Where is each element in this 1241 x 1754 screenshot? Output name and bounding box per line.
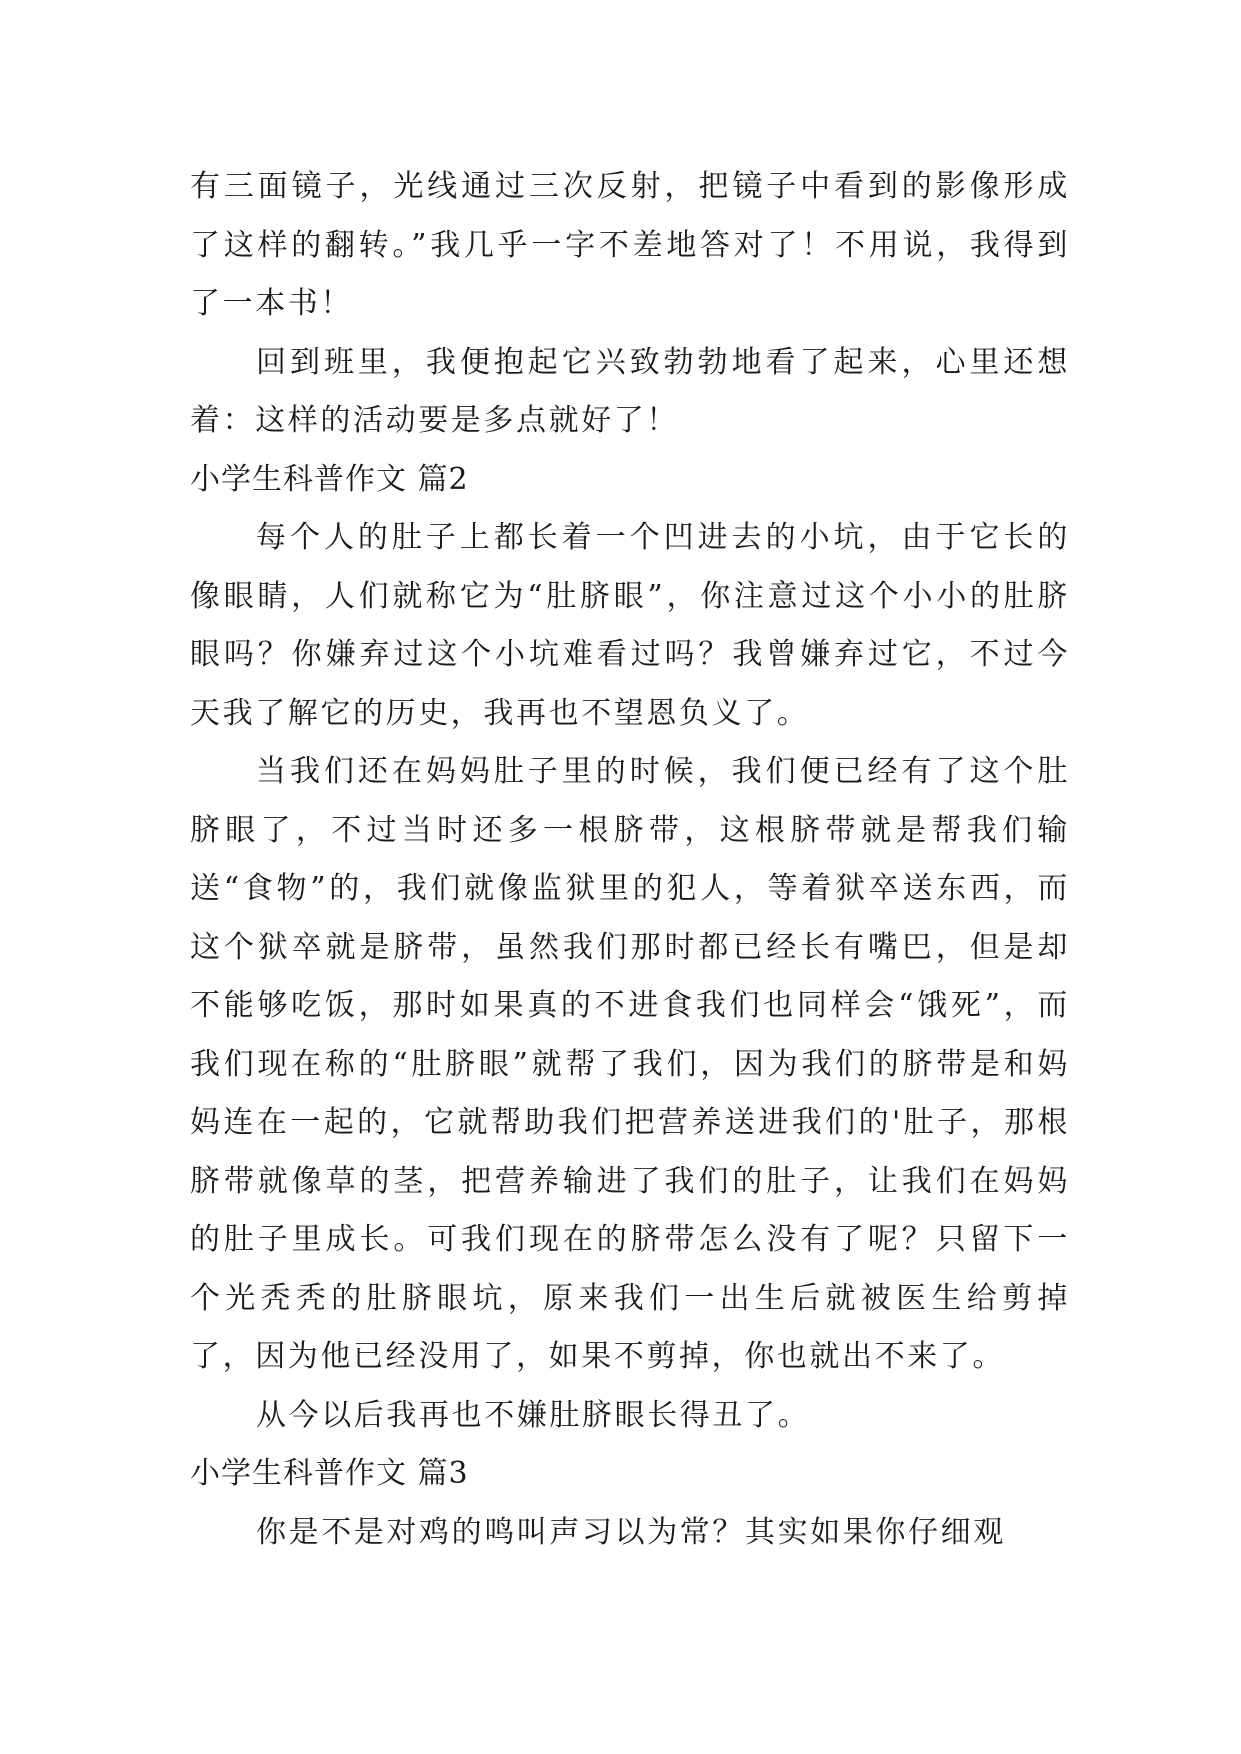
paragraph-6: 你是不是对鸡的鸣叫声习以为常？其实如果你仔细观 (256, 1514, 1006, 1550)
section-heading-3: 小学生科普作文 篇3 (190, 1456, 469, 1491)
paragraph-3: 每个人的肚子上都长着一个凹进去的小坑，由于它长的像眼睛，人们就称它为“肚脐眼”，你注意过这个小小的肚脐眼吗？你嫌弃过这个小坑难看过吗？我曾嫌弃过它，不过今天我了解它的历史，我再也不望恩负义了。 (190, 520, 1070, 731)
paragraph-2: 回到班里，我便抱起它兴致勃勃地看了起来，心里还想着：这样的活动要是多点就好了！ (190, 344, 1070, 438)
section-heading-2: 小学生科普作文 篇2 (190, 461, 469, 497)
document-body (190, 158, 1070, 1562)
paragraph-5: 从今以后我再也不嫌肚脐眼长得丑了。 (256, 1397, 811, 1433)
paragraph-4: 当我们还在妈妈肚子里的时候，我们便已经有了这个肚脐眼了，不过当时还多一根脐带，这根脐带就是帮我们输送“食物”的，我们就像监狱里的犯人，等着狱卒送东西，而这个狱卒就是脐带，虽然我们那时都已经长有嘴巴，但是却不能够吃饭，那时如果真的不进食我们也同样会“饿死”，而我们现在称的“肚脐眼”就帮了我们，因为我们的脐带是和妈妈连在一起的，它就帮助我们把营养送进我们的'肚子，那根脐带就像草的茎，把营养输进了我们的肚子，让我们在妈妈的肚子里成长。可我们现在的脐带怎么没有了呢？只留下一个光秃秃的肚脐眼坑，原来我们一出生后就被医生给剪掉了，因为他已经没用了，如果不剪掉，你也就出不来了。 (190, 754, 1070, 1374)
paragraph-1: 有三面镜子，光线通过三次反射，把镜子中看到的影像形成了这样的翻转。”我几乎一字不差地答对了！不用说，我得到了一本书！ (190, 169, 1070, 321)
